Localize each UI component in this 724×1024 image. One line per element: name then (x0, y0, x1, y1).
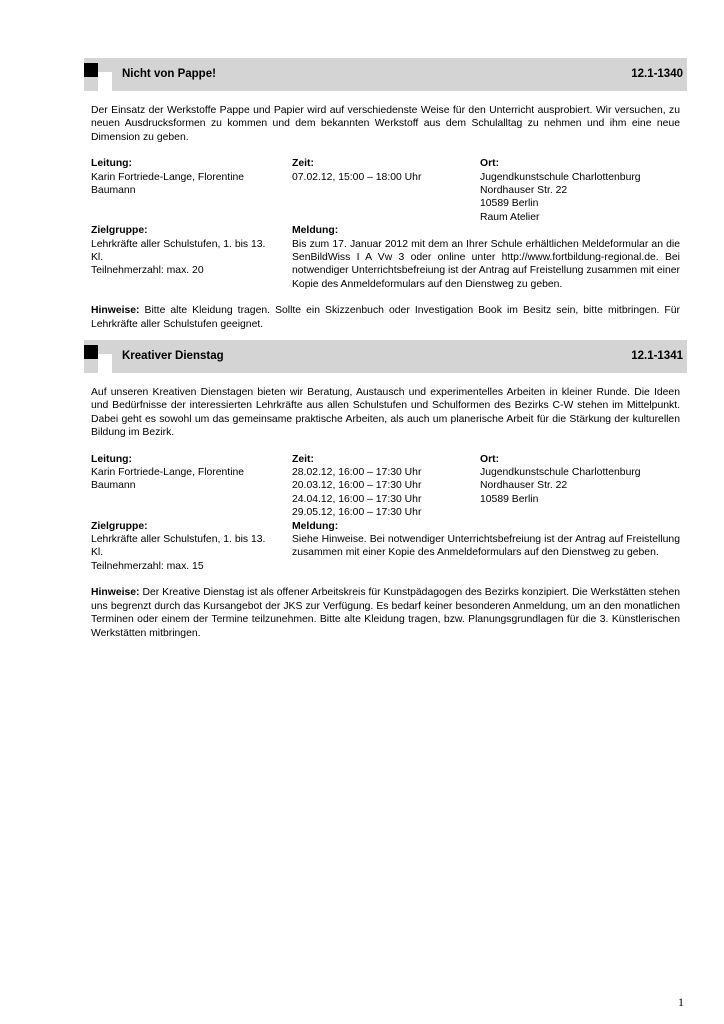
meldung-label: Meldung: (292, 520, 339, 532)
leitung-line: Baumann (91, 185, 136, 197)
zielgruppe-line: Kl. (91, 547, 104, 559)
zielgruppe-line: Kl. (91, 252, 104, 264)
ort-line: 10589 Berlin (480, 198, 539, 210)
meldung-text: Bis zum 17. Januar 2012 mit dem an Ihrer Schule erhältlichen Meldeformular an die SenBildWiss I A Vw 3 oder online unter http://www.fortbildung-regional.de. Bei notwendiger Unterrichtsbefreiung ist der Antrag auf Freistellung zusammen mit einer Kopie des Anmeldeformulars auf den Dienstweg zu geben. (292, 238, 680, 290)
ort-label: Ort: (480, 453, 500, 465)
hinweise-text: Der Kreative Dienstag ist als offener Arbeitskreis für Kunstpädagogen des Bezirks konzipiert. Die Werkstätten stehen uns begrenzt durch das Kursangebot der JKS zur Verfügung. Es bedarf keiner besonderen Anmeldung, um an den monatlichen Terminen oder einem der Termine teilzunehmen. Bitte alte Kleidung tragen, bzw. Planungsgrundlagen für die 3. Künstlerischen Werkstätten mitbringen. (91, 587, 680, 639)
leitung-label: Leitung: (91, 158, 132, 170)
hinweise-block (91, 304, 680, 331)
leitung-line: Karin Fortriede-Lange, Florentine (91, 171, 245, 183)
course-header (84, 340, 687, 373)
zeit-line: 28.02.12, 16:00 – 17:30 Uhr (292, 467, 422, 479)
zielgruppe-block (91, 224, 292, 291)
zielgruppe-label: Zielgruppe: (91, 520, 148, 532)
course-description: Der Einsatz der Werkstoffe Pappe und Papier wird auf verschiedenste Weise für den Unterricht ausprobiert. Wir versuchen, zu neuen Ausdrucksformen zu kommen und dem bekannten Werkstoff aus dem Schulalltag zu nehmen und ihm eine neue Dimension zu geben. (91, 105, 680, 143)
leitung-line: Baumann (91, 480, 136, 492)
course-details (91, 157, 680, 291)
course-header (84, 58, 687, 91)
zeit-line: 29.05.12, 16:00 – 17:30 Uhr (292, 507, 422, 519)
ort-block (480, 453, 680, 520)
course-title: Kreativer Dienstag (122, 350, 224, 362)
zeit-line: 24.04.12, 16:00 – 17:30 Uhr (292, 493, 422, 505)
hinweise-label: Hinweise: (91, 587, 140, 599)
leitung-label: Leitung: (91, 453, 132, 465)
ort-label: Ort: (480, 158, 500, 170)
hinweise-block (91, 586, 680, 640)
zeit-block (292, 157, 480, 224)
ort-line: Nordhauser Str. 22 (480, 480, 568, 492)
hinweise-label: Hinweise: (91, 305, 140, 317)
leitung-block (91, 157, 292, 224)
course-id: 12.1-1340 (631, 68, 683, 80)
zielgruppe-line: Teilnehmerzahl: max. 15 (91, 560, 204, 572)
section-marker-icon (84, 340, 112, 373)
zielgruppe-block (91, 520, 292, 574)
leitung-block (91, 453, 292, 520)
meldung-text: Siehe Hinweise. Bei notwendiger Unterrichtsbefreiung ist der Antrag auf Freistellung zusammen mit einer Kopie des Anmeldeformulars auf den Dienstweg zu geben. (292, 534, 680, 559)
zeit-block (292, 453, 480, 520)
course-section (84, 340, 687, 640)
meldung-block (292, 520, 680, 574)
hinweise-text: Bitte alte Kleidung tragen. Sollte ein Skizzenbuch oder Investigation Book im Besitz sein, bitte mitbringen. Für Lehrkräfte aller Schulstufen geeignet. (91, 305, 680, 330)
course-section (84, 58, 687, 331)
course-title: Nicht von Pappe! (122, 68, 216, 80)
meldung-block (292, 224, 680, 291)
course-description: Auf unseren Kreativen Dienstagen bieten wir Beratung, Austausch und experimentelles Arbeiten in kleiner Runde. Die Ideen und Bedürfnisse der interessierten Lehrkräfte aus allen Schulstufen und Schulformen des Bezirks C-W stehen im Mittelpunkt. Dabei geht es sowohl um das gemeinsame praktische Arbeiten, als auch um planerische Arbeit für die Stärkung der kulturellen Bildung im Bezirk. (91, 387, 680, 439)
zeit-line: 20.03.12, 16:00 – 17:30 Uhr (292, 480, 422, 492)
ort-line: Jugendkunstschule Charlottenburg (480, 467, 641, 479)
ort-block (480, 157, 680, 224)
zeit-label: Zeit: (292, 158, 314, 170)
course-id: 12.1-1341 (631, 350, 683, 362)
ort-line: Jugendkunstschule Charlottenburg (480, 171, 641, 183)
ort-line: 10589 Berlin (480, 493, 539, 505)
section-marker-icon (84, 58, 112, 91)
zielgruppe-line: Teilnehmerzahl: max. 20 (91, 265, 204, 277)
zielgruppe-line: Lehrkräfte aller Schulstufen, 1. bis 13. (91, 238, 266, 250)
zeit-line: 07.02.12, 15:00 – 18:00 Uhr (292, 171, 422, 183)
zielgruppe-label: Zielgruppe: (91, 225, 148, 237)
leitung-line: Karin Fortriede-Lange, Florentine (91, 467, 245, 479)
meldung-label: Meldung: (292, 225, 339, 237)
ort-line: Nordhauser Str. 22 (480, 185, 568, 197)
ort-line: Raum Atelier (480, 211, 540, 223)
course-details (91, 453, 680, 574)
zeit-label: Zeit: (292, 453, 314, 465)
page-number: 1 (678, 995, 684, 1009)
zielgruppe-line: Lehrkräfte aller Schulstufen, 1. bis 13. (91, 534, 266, 546)
